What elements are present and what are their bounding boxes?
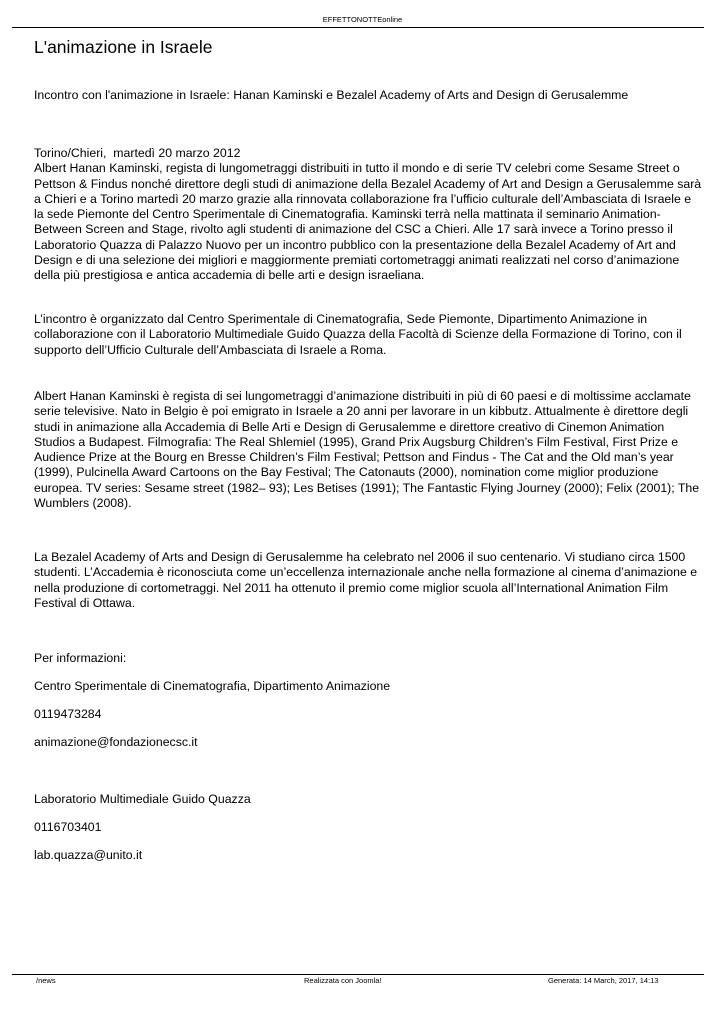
contact-csc-name: Centro Sperimentale di Cinematografia, Dipartimento Animazione bbox=[34, 679, 391, 693]
paragraph-biography: Albert Hanan Kaminski è regista di sei lungometraggi d’animazione distribuiti in più di 60 paesi e di moltissime acclamate serie televisive. Nato in Belgio è poi emigrato in Israele a 20 anni per lavorare in un kibbutz. Attualmente è direttore degli studi in animazione alla Accademia di Belle Arti e Design di Gerusalemme e direttore creativo di Cinemon Animation Studios a Budapest. Filmografia: The Real Shlemiel (1995), Grand Prix Augsburg Children’s Film Festival, First Prize e Audience Prize at the Bourg en Bresse Children’s Film Festival; Pettson and Findus - The Cat and the Old man’s year (1999), Pulcinella Award Cartoons on the Bay Festival; The Catonauts (2000), nomination come miglior produzione europea. TV series: Sesame street (1982– 93); Les Betises (1991); The Fantastic Flying Journey (2000); Felix (2001); The Wumblers (2008). bbox=[34, 389, 700, 511]
contact-lab-phone: 0116703401 bbox=[34, 820, 102, 834]
header-divider bbox=[12, 27, 704, 28]
dateline: Torino/Chieri, martedì 20 marzo 2012 bbox=[34, 146, 241, 160]
contact-lab-email[interactable]: lab.quazza@unito.it bbox=[34, 848, 143, 862]
contact-lab-name: Laboratorio Multimediale Guido Quazza bbox=[34, 792, 251, 806]
paragraph-organization: L’incontro è organizzato dal Centro Sperimentale di Cinematografia, Sede Piemonte, Dipartimento Animazione in collaborazione con il Laboratorio Multimediale Guido Quazza della Facoltà di Scienze della Formazione di Torino, con il supporto dell’Ufficio Culturale dell’Ambasciata di Israele a Roma. bbox=[34, 312, 682, 357]
paragraph-bezalel-academy: La Bezalel Academy of Arts and Design di Gerusalemme ha celebrato nel 2006 il suo centenario. Vi studiano circa 1500 studenti. L’Accademia è riconosciuta come un’eccellenza internazionale anche nella formazione al cinema d’animazione e nella produzione di cortometraggi. Nel 2011 ha ottenuto il premio come miglior scuola all’International Animation Film Festival di Ottawa. bbox=[34, 550, 698, 610]
footer-generated-date: Generata: 14 March, 2017, 14:13 bbox=[548, 976, 659, 985]
contact-csc-phone: 0119473284 bbox=[34, 707, 102, 721]
paragraph-kaminski-visit: Albert Hanan Kaminski, regista di lungometraggi distribuiti in tutto il mondo e di serie TV celebri come Sesame Street o Pettson & Findus nonché direttore degli studi di animazione della Bezalel Academy of Art and Design a Gerusalemme sarà a Chieri e a Torino martedì 20 marzo grazie alla rinnovata collaborazione fra l’ufficio culturale dell’Ambasciata di Israele e la sede Piemonte del Centro Sperimentale di Cinematografia. Kaminski terrà nella mattinata il seminario Animation-Between Screen and Stage, rivolto agli studenti di animazione del CSC a Chieri. Alle 17 sarà invece a Torino presso il Laboratorio Quazza di Palazzo Nuovo per un incontro pubblico con la presentazione della Bezalel Academy of Art and Design e di una selezione dei migliori e maggiormente premiati cortometraggi animati realizzati nel corso d’animazione della più prestigiosa e antica accademia di belle arti e design israeliana. bbox=[34, 161, 702, 283]
contacts-heading: Per informazioni: bbox=[34, 651, 127, 665]
site-name-header: EFFETTONOTTEonline bbox=[322, 15, 403, 24]
article-subtitle: Incontro con l'animazione in Israele: Hanan Kaminski e Bezalel Academy of Arts and Design di Gerusalemme bbox=[34, 88, 629, 102]
footer-divider bbox=[12, 974, 704, 975]
footer-path: /news bbox=[36, 976, 56, 985]
contact-csc-email[interactable]: animazione@fondazionecsc.it bbox=[34, 735, 198, 749]
page-title: L'animazione in Israele bbox=[34, 37, 213, 57]
footer-credit: Realizzata con Joomla! bbox=[304, 976, 382, 985]
article-intro bbox=[34, 146, 704, 284]
